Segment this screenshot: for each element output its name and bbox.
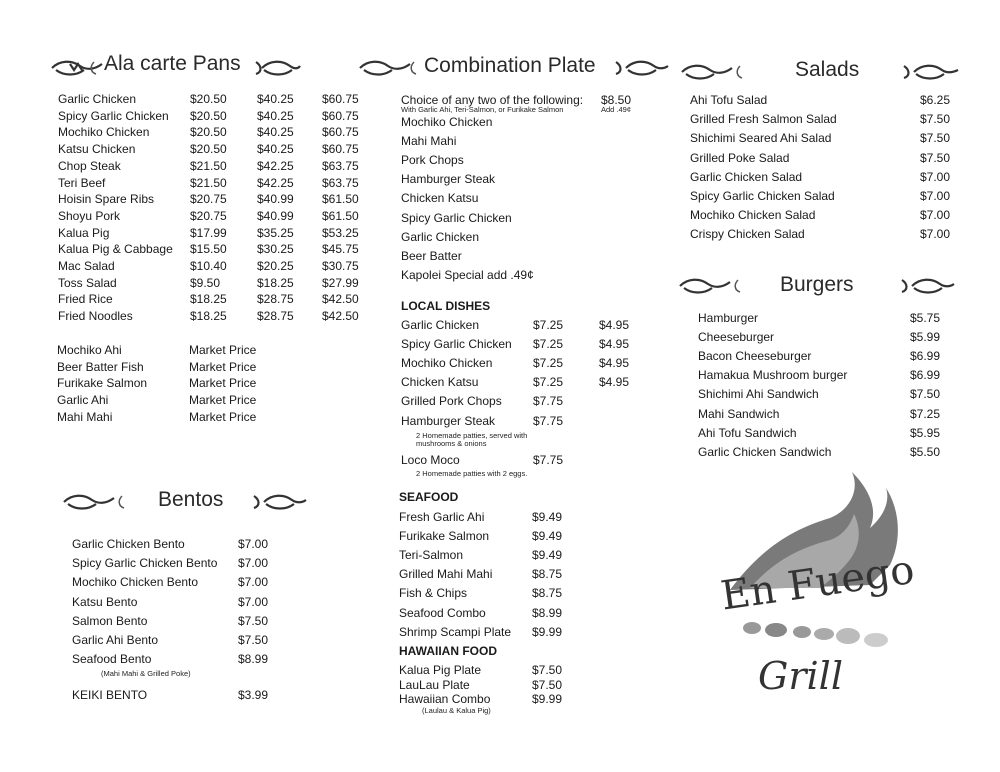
item-name: Garlic Chicken <box>401 318 480 332</box>
flourish-left-icon <box>50 58 105 83</box>
item-price-medium: $20.25 <box>257 259 294 273</box>
item-price-medium: $40.25 <box>257 142 294 157</box>
item-name: Grilled Pork Chops <box>401 394 502 409</box>
item-price-large: $27.99 <box>322 275 359 290</box>
combo-choice: Choice of any two of the following: <box>401 93 584 107</box>
item-price-medium: $40.25 <box>257 92 294 106</box>
item-name: Shichimi Seared Ahi Salad <box>690 131 832 146</box>
item-price-small: $9.50 <box>190 275 221 290</box>
item-name: Ahi Tofu Sandwich <box>698 425 797 440</box>
item-price: $7.00 <box>920 169 951 184</box>
item-price: Market Price <box>189 359 257 374</box>
item-price-large: $61.50 <box>322 192 359 207</box>
item-name: Cheeseburger <box>698 330 775 345</box>
item-price-small: $21.50 <box>190 158 227 173</box>
hamburger-steak-note: 2 Homemade patties, served with mushrooms & onions <box>416 431 528 448</box>
item-name: Mac Salad <box>58 259 115 273</box>
item-price: $8.99 <box>532 605 563 620</box>
item-price-small: $20.75 <box>190 192 227 207</box>
item-price-medium: $42.25 <box>257 175 294 190</box>
item-price-regular: $7.25 <box>533 356 564 371</box>
item-price: $8.75 <box>532 586 563 601</box>
item-price-regular: $7.75 <box>533 394 564 409</box>
hawaiian-combo-note: (Laulau & Kalua Pig) <box>422 706 491 715</box>
item-price-large: $60.75 <box>322 142 359 157</box>
seafood-bento-note: (Mahi Mahi & Grilled Poke) <box>101 669 191 678</box>
flourish-right-icon <box>900 62 962 87</box>
item-price: $7.00 <box>920 189 951 203</box>
item-price-medium: $40.25 <box>257 125 294 140</box>
item-price: $3.99 <box>238 688 269 702</box>
item-price: $7.00 <box>238 594 269 609</box>
item-price: $6.99 <box>910 368 941 383</box>
item-price: $5.95 <box>910 425 941 440</box>
hawaiian-title: HAWAIIAN FOOD <box>399 644 497 658</box>
item-price-large: $42.50 <box>322 309 359 324</box>
flourish-right-icon <box>612 58 672 83</box>
item-price-small: $17.99 <box>190 225 227 240</box>
combo-title: Combination Plate <box>424 54 596 77</box>
item-name: Ahi Tofu Salad <box>690 93 768 107</box>
item-name: Fish & Chips <box>399 586 468 601</box>
seafood-title: SEAFOOD <box>399 490 459 504</box>
item-price-small: $10.40 <box>190 259 227 273</box>
item-name: Mahi Mahi <box>57 409 113 424</box>
item-price-large: $61.50 <box>322 208 359 223</box>
combo-choice-add: Add .49¢ <box>601 105 632 114</box>
item-name: Spicy Garlic Chicken Bento <box>72 556 218 571</box>
item-price-regular: $7.75 <box>533 413 564 428</box>
item-price: $5.75 <box>910 311 941 325</box>
item-name: Grilled Poke Salad <box>690 150 790 165</box>
combo-choice-note: With Garlic Ahi, Teri-Salmon, or Furikake Salmon <box>401 105 564 114</box>
flourish-left-icon <box>62 492 132 517</box>
item-name: Spicy Garlic Chicken <box>401 337 512 352</box>
flourish-right-icon <box>898 276 958 301</box>
item-name: Pork Chops <box>401 153 464 168</box>
item-price: $7.50 <box>920 150 951 165</box>
item-price-medium: $30.25 <box>257 242 294 257</box>
item-price: $9.49 <box>532 529 563 544</box>
item-name: Spicy Garlic Chicken Salad <box>690 189 835 203</box>
item-name: Seafood Combo <box>399 605 486 620</box>
flourish-left-icon <box>680 62 748 87</box>
item-name: Garlic Chicken <box>58 92 137 106</box>
item-price: $7.50 <box>238 613 269 628</box>
item-name: Mochiko Chicken <box>58 125 150 140</box>
item-price-regular: $7.25 <box>533 375 564 390</box>
item-price-small: $18.25 <box>190 292 227 307</box>
item-price-large: $63.75 <box>322 158 359 173</box>
item-price: $7.50 <box>532 677 563 692</box>
item-name: Chop Steak <box>58 158 121 173</box>
item-price: Market Price <box>189 409 257 424</box>
item-price: Market Price <box>189 343 257 357</box>
item-price-medium: $42.25 <box>257 158 294 173</box>
item-price: $7.00 <box>238 575 269 590</box>
logo-line1: En Fuego <box>718 546 918 620</box>
item-price: $6.99 <box>910 349 941 364</box>
item-price: $7.00 <box>238 537 269 551</box>
item-price-small: $21.50 <box>190 175 227 190</box>
item-price-small: $15.50 <box>190 242 227 257</box>
loco-moco-note: 2 Homemade patties with 2 eggs. <box>416 469 528 478</box>
item-price-medium: $18.25 <box>257 275 294 290</box>
item-name: Fried Rice <box>58 292 113 307</box>
item-price: $7.25 <box>910 406 941 421</box>
item-price: $7.50 <box>238 633 269 647</box>
item-name: Furikake Salmon <box>399 529 490 544</box>
item-price-regular: $7.25 <box>533 318 564 332</box>
flourish-right-icon <box>252 58 302 83</box>
item-name: Bacon Cheeseburger <box>698 349 812 364</box>
item-name: Mochiko Chicken Salad <box>690 208 816 223</box>
item-price-mini: $4.95 <box>599 375 630 390</box>
item-name: Mochiko Ahi <box>57 343 122 357</box>
item-price-large: $63.75 <box>322 175 359 190</box>
item-name: Grilled Fresh Salmon Salad <box>690 112 837 127</box>
item-price-mini: $4.95 <box>599 318 630 332</box>
item-price: $8.75 <box>532 567 563 582</box>
item-name: Katsu Chicken <box>58 142 136 157</box>
item-price-small: $20.75 <box>190 208 227 223</box>
item-name: Kalua Pig <box>58 225 110 240</box>
item-name: Shrimp Scampi Plate <box>399 624 512 639</box>
item-price-small: $20.50 <box>190 92 227 106</box>
item-price: $5.99 <box>910 330 941 345</box>
item-name: Beer Batter <box>401 248 462 263</box>
flourish-right-icon <box>250 492 310 517</box>
item-name: KEIKI BENTO <box>72 688 148 702</box>
flourish-left-icon <box>678 276 746 301</box>
item-name: Shoyu Pork <box>58 208 121 223</box>
flourish-left-icon <box>358 58 423 83</box>
item-name: Hamburger <box>698 311 759 325</box>
item-price-large: $53.25 <box>322 225 359 240</box>
bentos-title: Bentos <box>158 488 224 511</box>
item-name: Hawaiian Combo <box>399 692 491 706</box>
item-price: $9.99 <box>532 692 563 706</box>
item-price-regular: $7.25 <box>533 337 564 352</box>
item-name: Mochiko Chicken <box>401 115 493 129</box>
item-price-small: $20.50 <box>190 108 227 123</box>
item-name: Hoisin Spare Ribs <box>58 192 155 207</box>
item-name: Garlic Chicken Sandwich <box>698 444 832 459</box>
item-price: $9.99 <box>532 624 563 639</box>
item-name: Katsu Bento <box>72 594 138 609</box>
item-price: $7.50 <box>920 131 951 146</box>
item-name: Fried Noodles <box>58 309 133 324</box>
item-price-small: $18.25 <box>190 309 227 324</box>
item-price-medium: $40.99 <box>257 192 294 207</box>
item-name: Grilled Mahi Mahi <box>399 567 493 582</box>
alacarte-title: Ala carte Pans <box>104 52 241 75</box>
item-price-large: $45.75 <box>322 242 359 257</box>
salads-title: Salads <box>795 58 860 81</box>
item-name: Garlic Chicken Salad <box>690 169 803 184</box>
item-price-large: $60.75 <box>322 125 359 140</box>
item-price-large: $42.50 <box>322 292 359 307</box>
item-name: Hamburger Steak <box>401 413 496 428</box>
item-price-small: $20.50 <box>190 125 227 140</box>
item-name: Mahi Sandwich <box>698 406 780 421</box>
item-price: $7.50 <box>920 112 951 127</box>
item-price-mini: $4.95 <box>599 356 630 371</box>
item-price-large: $60.75 <box>322 108 359 123</box>
item-price: $7.00 <box>920 208 951 223</box>
item-name: Hamakua Mushroom burger <box>698 368 848 383</box>
logo-line2: Grill <box>758 654 843 698</box>
item-name: Salmon Bento <box>72 613 148 628</box>
item-name: Shichimi Ahi Sandwich <box>698 387 819 402</box>
burgers-title: Burgers <box>780 273 854 296</box>
item-price: $9.49 <box>532 510 563 524</box>
item-price: $7.50 <box>910 387 941 402</box>
item-price: Market Price <box>189 393 257 408</box>
item-name: Mahi Mahi <box>401 134 457 149</box>
item-name: Chicken Katsu <box>401 191 479 206</box>
item-name: Garlic Ahi <box>57 393 109 408</box>
item-name: Chicken Katsu <box>401 375 479 390</box>
item-price-medium: $35.25 <box>257 225 294 240</box>
item-name: Garlic Chicken Bento <box>72 537 185 551</box>
item-price-large: $30.75 <box>322 259 359 273</box>
item-name: Spicy Garlic Chicken <box>401 210 512 225</box>
item-price-medium: $40.99 <box>257 208 294 223</box>
item-price-medium: $28.75 <box>257 309 294 324</box>
local-title: LOCAL DISHES <box>401 299 491 313</box>
item-price: $6.25 <box>920 93 951 107</box>
item-price: Market Price <box>189 376 257 391</box>
item-price: $7.00 <box>920 227 951 242</box>
islands-icon <box>740 618 890 653</box>
item-price: $7.50 <box>532 663 563 677</box>
item-name: Kalua Pig Plate <box>399 663 482 677</box>
item-name: Teri Beef <box>58 175 106 190</box>
item-name: Furikake Salmon <box>57 376 148 391</box>
item-name: Toss Salad <box>58 275 117 290</box>
item-price: $9.49 <box>532 548 563 563</box>
item-name: Kapolei Special add .49¢ <box>401 267 534 282</box>
item-name: Mochiko Chicken Bento <box>72 575 199 590</box>
item-price-mini: $4.95 <box>599 337 630 352</box>
item-price: $5.50 <box>910 444 941 459</box>
item-name: Fresh Garlic Ahi <box>399 510 485 524</box>
item-price: $8.99 <box>238 652 269 667</box>
combo-choice-price: $8.50 <box>601 93 632 107</box>
item-name: Seafood Bento <box>72 652 152 667</box>
item-price-small: $20.50 <box>190 142 227 157</box>
item-name: Garlic Chicken <box>401 229 480 244</box>
item-name: Mochiko Chicken <box>401 356 493 371</box>
item-name: Kalua Pig & Cabbage <box>58 242 173 257</box>
item-price: $7.75 <box>533 453 564 467</box>
item-name: LauLau Plate <box>399 677 470 692</box>
item-name: Loco Moco <box>401 453 460 467</box>
item-name: Crispy Chicken Salad <box>690 227 805 242</box>
item-name: Spicy Garlic Chicken <box>58 108 169 123</box>
item-name: Garlic Ahi Bento <box>72 633 159 647</box>
item-price-medium: $28.75 <box>257 292 294 307</box>
item-price: $7.00 <box>238 556 269 571</box>
item-price-large: $60.75 <box>322 92 359 106</box>
item-name: Teri-Salmon <box>399 548 464 563</box>
item-price-medium: $40.25 <box>257 108 294 123</box>
item-name: Hamburger Steak <box>401 172 496 187</box>
item-name: Beer Batter Fish <box>57 359 144 374</box>
